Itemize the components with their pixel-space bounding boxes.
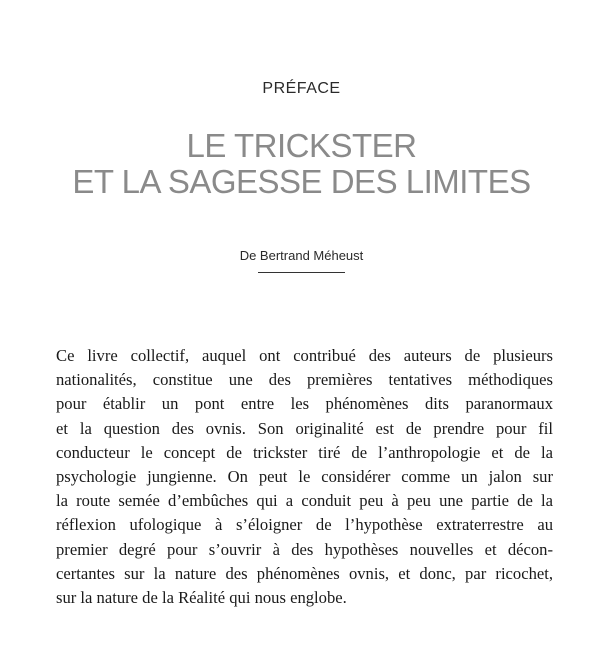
paragraph-line: la route semée d’embûches qui a conduit peu à peu une partie de la <box>56 491 553 511</box>
paragraph-line: conducteur le concept de trickster tiré de l’anthropologie et de la <box>56 442 553 462</box>
paragraph-line: nationalités, constitue une des premières tentatives méthodiques <box>56 370 553 390</box>
author-underline-divider <box>258 272 345 273</box>
paragraph-line: premier degré pour s’ouvrir à des hypothèses nouvelles et décon- <box>56 539 553 559</box>
section-label: PRÉFACE <box>262 80 341 97</box>
chapter-title-line-1: LE TRICKSTER <box>186 127 417 164</box>
paragraph-line: pour établir un pont entre les phénomènes dits paranormaux <box>56 394 553 414</box>
paragraph-line: sur la nature de la Réalité qui nous englobe. <box>56 588 347 608</box>
paragraph-line: psychologie jungienne. On peut le considérer comme un jalon sur <box>56 467 553 487</box>
chapter-title <box>0 128 603 200</box>
paragraph-line: réflexion ufologique à s’éloigner de l’hypothèse extraterrestre au <box>56 515 553 535</box>
chapter-title-line-2: ET LA SAGESSE DES LIMITES <box>72 163 531 200</box>
body-paragraph <box>56 344 553 610</box>
paragraph-line: Ce livre collectif, auquel ont contribué des auteurs de plusieurs <box>56 346 553 365</box>
author-byline: De Bertrand Méheust <box>239 248 364 263</box>
paragraph-line: et la question des ovnis. Son originalité est de prendre pour fil <box>56 418 553 438</box>
paragraph-line: certantes sur la nature des phénomènes ovnis, et donc, par ricochet, <box>56 563 553 583</box>
